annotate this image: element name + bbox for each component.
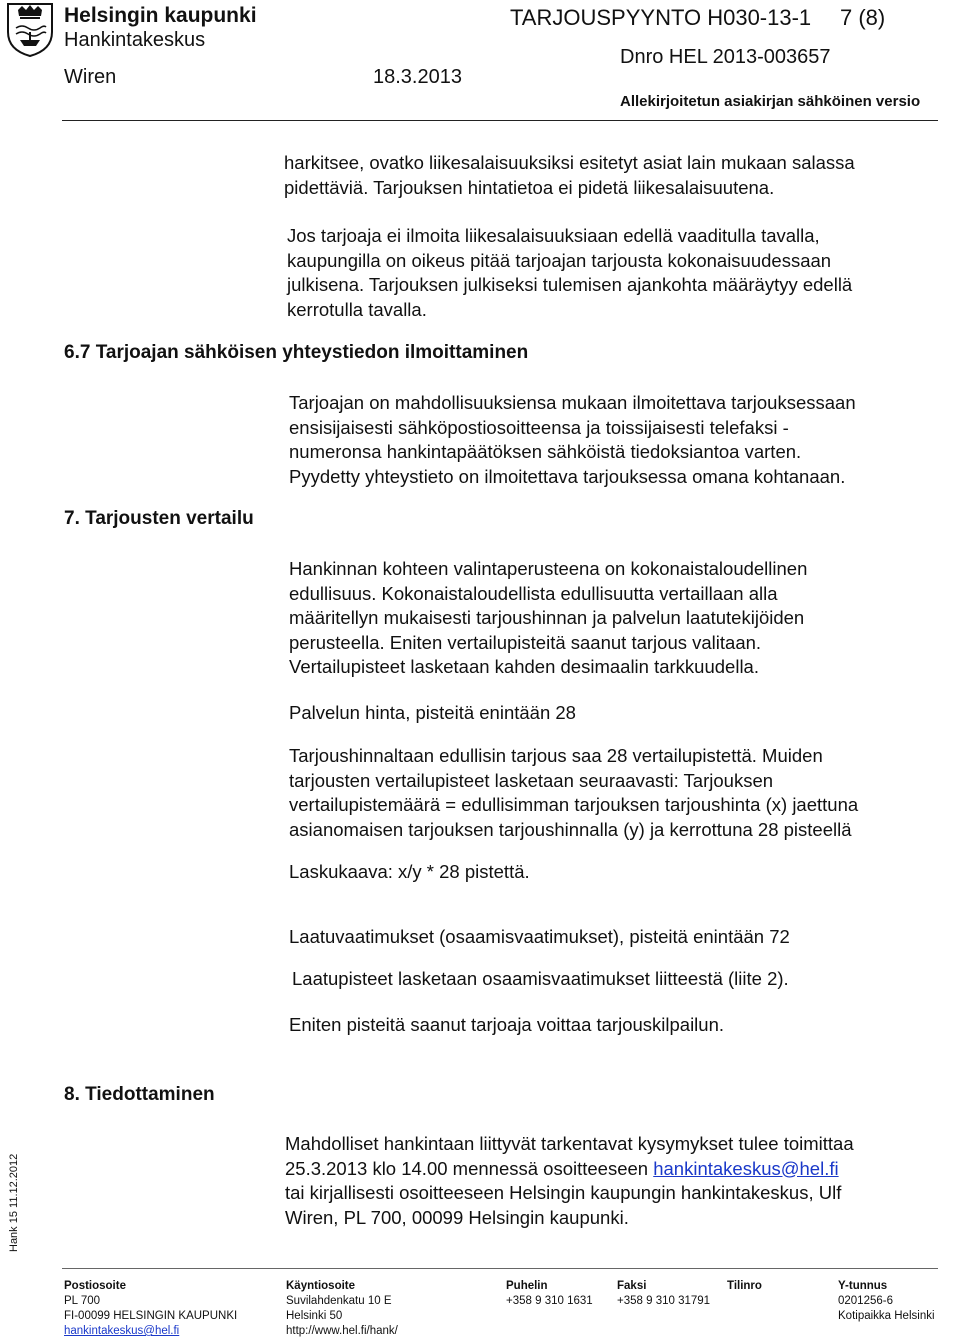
footer-fax: Faksi +358 9 310 31791: [617, 1280, 711, 1307]
formula-line: Laskukaava: x/y * 28 pistettä.: [289, 861, 530, 882]
footer-phone: Puhelin +358 9 310 1631: [506, 1280, 593, 1307]
department-name: Hankintakeskus: [64, 29, 206, 51]
winner-rule: Eniten pisteitä saanut tarjoaja voittaa tarjouskilpailun.: [289, 1014, 725, 1035]
helsinki-crest-icon: [6, 2, 54, 58]
paragraph-questions: Mahdolliset hankintaan liittyvät tarkentavat kysymykset tulee toimittaa 25.3.2013 klo 14.00 mennessä osoitteeseen hankintakeskus@hel.fi tai kirjallisesti osoitteeseen Helsingin kaupungin hankintakeskus, Ulf Wiren, PL 700, 00099 Helsingin kaupunki.: [285, 1133, 854, 1228]
email-link[interactable]: hankintakeskus@hel.fi: [653, 1157, 839, 1179]
footer-website-link[interactable]: http://www.hel.fi/hank/: [286, 1325, 398, 1337]
section-heading-8: 8. Tiedottaminen: [64, 1084, 215, 1105]
paragraph-publicity: Jos tarjoaja ei ilmoita liikesalaisuuksiaan edellä vaaditulla tavalla, kaupungilla on oikeus pitää tarjoajan tarjousta kokonaisuudessaan julkisena. Tarjouksen julkiseksi tulemisen ajankohta määräytyy edellä kerrotulla tavalla.: [287, 225, 853, 320]
paragraph-price-scoring: Tarjoushinnaltaan edullisin tarjous saa 28 vertailupistettä. Muiden tarjousten vertailupisteet lasketaan seuraavasti: Tarjouksen vertailupistemäärä = edullisimman tarjouksen tarjoushinta (x) jaettuna asianomaisen tarjouksen tarjoushinnalla (y) ja kerrottuna 28 pisteellä: [289, 745, 859, 840]
price-criterion: Palvelun hinta, pisteitä enintään 28: [289, 702, 576, 723]
footer-business-id: Y-tunnus 0201256-6 Kotipaikka Helsinki: [838, 1280, 935, 1322]
diary-number: Dnro HEL 2013-003657: [620, 46, 831, 68]
quality-criterion: Laatuvaatimukset (osaamisvaatimukset), pisteitä enintään 72: [289, 926, 790, 947]
paragraph-evaluation: Hankinnan kohteen valintaperusteena on kokonaistaloudellinen edullisuus. Kokonaistaloudellista edullisuutta vertaillaan alla määritellyn mukaisesti tarjoushinnan ja palvelun laatutekijöiden perusteella. Eniten vertailupisteitä saanut tarjous valitaan. Vertailupisteet lasketaan kahden desimaalin tarkkuudella.: [289, 558, 808, 677]
footer-postal-address: Postiosoite PL 700 FI-00099 HELSINGIN KAUPUNKI hankintakeskus@hel.fi: [64, 1280, 238, 1337]
paragraph-confidentiality: harkitsee, ovatko liikesalaisuuksiksi esitetyt asiat lain mukaan salassa pidettäviä. Tarjouksen hintatietoa ei pidetä liikesalaisuutena.: [284, 152, 855, 198]
footer-email-link[interactable]: hankintakeskus@hel.fi: [64, 1325, 180, 1337]
quality-scoring: Laatupisteet lasketaan osaamisvaatimukset liitteestä (liite 2).: [292, 968, 789, 989]
form-code-sidebar: Hank 15 11.12.2012: [8, 1153, 20, 1252]
footer-account: Tilinro: [727, 1280, 762, 1292]
section-heading-6-7: 6.7 Tarjoajan sähköisen yhteystiedon ilmoittaminen: [64, 342, 529, 363]
footer-visiting-address: Käyntiosoite Suvilahdenkatu 10 E Helsinki 50 http://www.hel.fi/hank/: [286, 1280, 398, 1337]
document-title: TARJOUSPYYNTO H030-13-1: [510, 5, 812, 30]
section-heading-7: 7. Tarjousten vertailu: [64, 508, 254, 529]
paragraph-contact-info: Tarjoajan on mahdollisuuksiensa mukaan ilmoitettava tarjouksessaan ensisijaisesti sähköpostiosoitteensa ja toissijaisesti telefaksi - numeronsa hankintapäätöksen sähköistä tiedoksiantoa varten. Pyydetty yhteystieto on ilmoitettava tarjouksessa omana kohtanaan.: [289, 392, 856, 487]
organization-name: Helsingin kaupunki: [64, 4, 257, 27]
signature-note: Allekirjoitetun asiakirjan sähköinen versio: [620, 93, 921, 110]
author-name: Wiren: [64, 66, 117, 88]
footer-divider: [62, 1268, 938, 1269]
document-date: 18.3.2013: [373, 66, 462, 88]
page-number: 7 (8): [840, 5, 886, 30]
header-divider: [62, 120, 938, 121]
